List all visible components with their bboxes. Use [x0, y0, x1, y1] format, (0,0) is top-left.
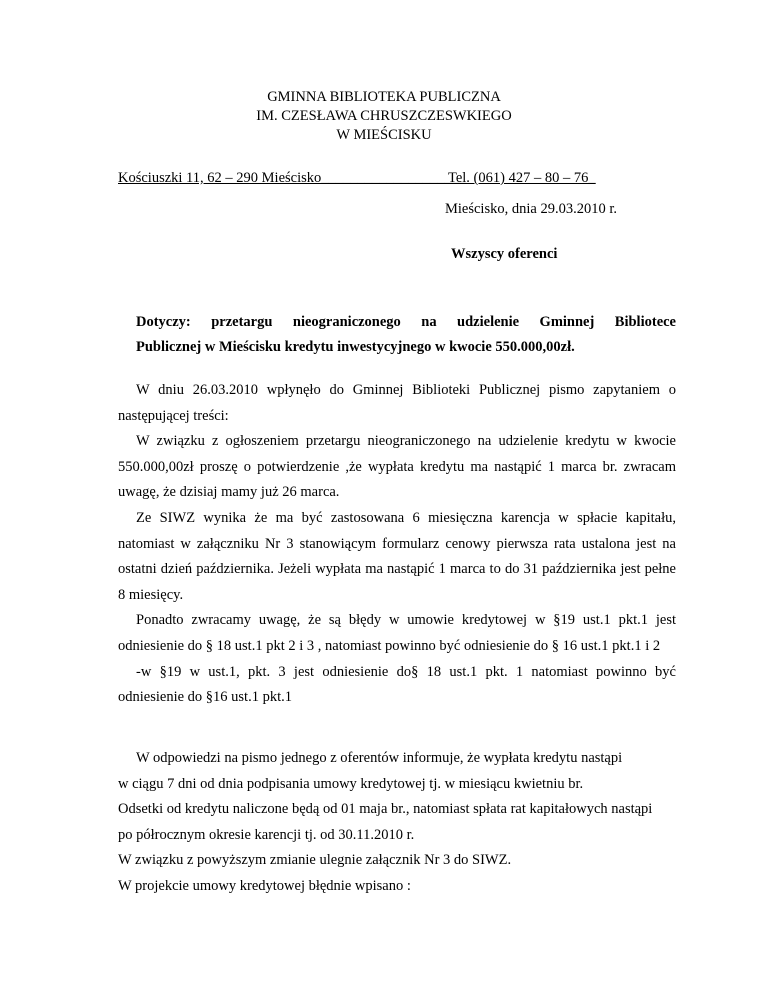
place-date: Mieścisko, dnia 29.03.2010 r.: [445, 201, 617, 217]
response-line: W związku z powyższym zmianie ulegnie załącznik Nr 3 do SIWZ.: [118, 852, 512, 869]
response-line: W projekcie umowy kredytowej błędnie wpisano :: [118, 877, 411, 894]
response-line: po półrocznym okresie karencji tj. od 30.11.2010 r.: [118, 826, 415, 843]
response-line: Odsetki od kredytu naliczone będą od 01 maja br., natomiast spłata rat kapitałowych nastąpi: [118, 801, 653, 818]
response-body: [118, 746, 676, 900]
subject: [136, 310, 676, 360]
letterhead-line-1: GMINNA BIBLIOTEKA PUBLICZNA: [267, 89, 501, 105]
paragraph: W dniu 26.03.2010 wpłynęło do Gminnej Biblioteki Publicznej pismo zapytaniem o następującej treści:: [118, 382, 676, 424]
letterhead-line-2: IM. CZESŁAWA CHRUSZCZESWKIEGO: [256, 108, 512, 124]
phone: Tel. (061) 427 – 80 – 76_: [448, 170, 596, 186]
subject-line-1: Dotyczy: przetargu nieograniczonego na udzielenie Gminnej Bibliotece: [136, 314, 676, 330]
letterhead-line-3: W MIEŚCISKU: [336, 127, 432, 143]
paragraph: Ze SIWZ wynika że ma być zastosowana 6 miesięczna karencja w spłacie kapitału, natomiast w załączniku Nr 3 stanowiącym formularz cenowy pierwsza rata ustalona jest na ostatni dzień października. Jeżeli wypłata ma nastąpić 1 marca to do 31 października jest pełne 8 miesięcy.: [118, 509, 676, 603]
response-line: w ciągu 7 dni od dnia podpisania umowy kredytowej tj. w miesiącu kwietniu br.: [118, 775, 584, 792]
response-line: W odpowiedzi na pismo jednego z oferentów informuje, że wypłata kredytu nastąpi: [136, 750, 623, 766]
subject-line-2: Publicznej w Mieścisku kredytu inwestycyjnego w kwocie 550.000,00zł.: [136, 339, 575, 355]
inquiry-body: [118, 378, 676, 711]
paragraph: Ponadto zwracamy uwagę, że są błędy w umowie kredytowej w §19 ust.1 pkt.1 jest odniesienie do § 18 ust.1 pkt 2 i 3 , natomiast powinno być odniesienie do § 16 ust.1 pkt.1 i 2: [118, 612, 676, 654]
recipient: Wszyscy oferenci: [451, 246, 558, 262]
paragraph: -w §19 w ust.1, pkt. 3 jest odniesienie do§ 18 ust.1 pkt. 1 natomiast powinno być odniesienie do §16 ust.1 pkt.1: [118, 663, 676, 706]
address: Kościuszki 11, 62 – 290 Mieścisko____________________: [118, 170, 467, 186]
paragraph: W związku z ogłoszeniem przetargu nieograniczonego na udzielenie kredytu w kwocie 550.000,00zł proszę o potwierdzenie ,że wypłata kredytu ma nastąpić 1 marca br. zwracam uwagę, że dzisiaj mamy już 26 marca.: [118, 433, 676, 501]
letterhead: [0, 88, 768, 145]
